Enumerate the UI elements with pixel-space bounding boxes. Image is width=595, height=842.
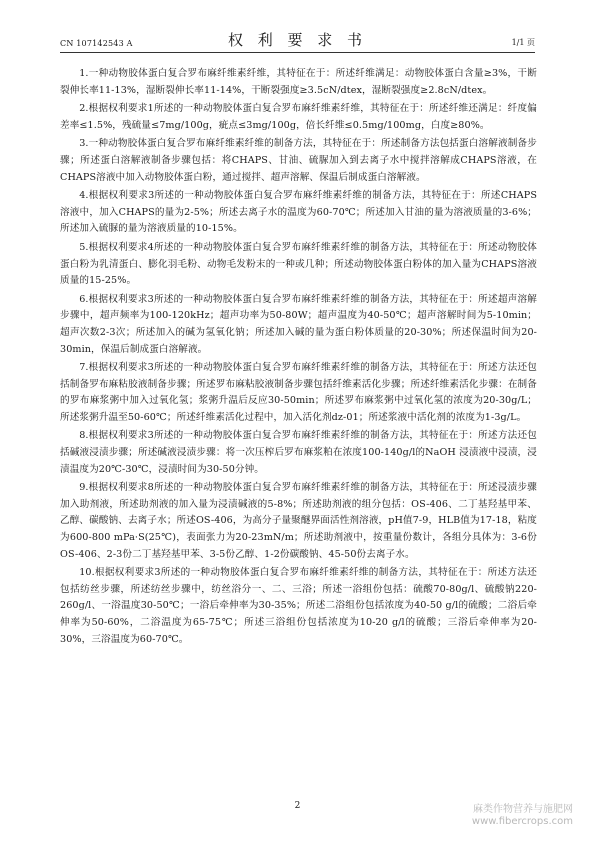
page-number: 2 — [294, 801, 301, 811]
claim-10: 10.根据权利要求3所述的一种动物胶体蛋白复合罗布麻纤维素纤维的制备方法，其特征在于：所述方法还包括纺丝步骤，所述纺丝步骤中，纺丝浴分一、二、三浴；所述一浴组份包括：硫酸70-80g/l、硫酸钠220-260g/l、一浴温度30-50℃；一浴后牵伸率为30-35%；所述二浴组份包括浓度为40-50 g/l的硫酸；二浴后牵伸率为50-60%，二浴温度为65-75℃；所述三浴组份包括浓度为10-20 g/l的硫酸；三浴后牵伸率为20-30%，三浴温度为60-70℃。 — [60, 567, 537, 645]
claim-7: 7.根据权利要求3所述的一种动物胶体蛋白复合罗布麻纤维素纤维的制备方法，其特征在于：所述方法还包括制备罗布麻粘胶液制备步骤；所述罗布麻粘胶液制备步骤包括纤维素活化步骤；所述纤维素活化步骤：在制备的罗布麻浆粥中加入过氧化氢；浆粥升温后反应30-50min；所述罗布麻浆粥中过氧化氢的浓度为20-30g/L；所述浆粥升温至50-60℃；所述纤维素活化过程中，加入活化剂dz-01；所述浆液中活化剂的浓度为1-3g/L。 — [60, 362, 537, 423]
claim-6: 6.根据权利要求3所述的一种动物胶体蛋白复合罗布麻纤维素纤维的制备方法，其特征在于：所述超声溶解步骤中，超声频率为100-120kHz；超声功率为50-80W；超声温度为40-50℃；超声溶解时间为5-10min；超声次数2-3次；所述加入的碱为氢氧化钠；所述加入碱的量为蛋白粉体质量的20-30%；所述保温时间为20-30min，保温后制成蛋白溶解液。 — [60, 293, 537, 355]
watermark — [433, 804, 573, 828]
page-header — [60, 30, 535, 53]
claim-3: 3.一种动物胶体蛋白复合罗布麻纤维素纤维的制备方法，其特征在于：所述制备方法包括蛋白溶解液制备步骤；所述蛋白溶解液制备步骤包括：将CHAPS、甘油、硫脲加入到去离子水中搅拌溶解成CHAPS溶液，在CHAPS溶液中加入动物胶体蛋白粉，通过搅拌、超声溶解、保温后制成蛋白溶解液。 — [60, 138, 537, 183]
claim-5: 5.根据权利要求4所述的一种动物胶体蛋白复合罗布麻纤维素纤维的制备方法，其特征在于：所述动物胶体蛋白粉为乳清蛋白、膨化羽毛粉、动物毛发粉末的一种或几种；所述动物胶体蛋白粉体的加入量为CHAPS溶液质量的15-25%。 — [60, 241, 537, 287]
claim-9: 9.根据权利要求8所述的一种动物胶体蛋白复合罗布麻纤维素纤维的制备方法，其特征在于：所述浸渍步骤加入助剂液，所述助剂液的加入量为浸渍碱液的5-8%；所述助剂液的组分包括：OS-406、二丁基羟基甲苯、乙醇、碳酸钠、去离子水；所述OS-406，为高分子量聚醚界面活性剂溶液，pH值7-9，HLB值为17-18，粘度为600-800 mPa·S(25℃)，表面张力为20-23mN/m；所述助剂液中，按重量份数计，各组分具体为：3-6份OS-406、2-3份二丁基羟基甲苯、3-5份乙醇、1-2份碳酸钠、45-50份去离子水。 — [60, 482, 537, 560]
watermark-site-name: 麻类作物营养与施肥网 — [473, 804, 573, 815]
document-number: CN 107142543 A — [60, 39, 133, 48]
watermark-url: www.fibercrops.com — [471, 816, 573, 827]
claim-4: 4.根据权利要求3所述的一种动物胶体蛋白复合罗布麻纤维素纤维的制备方法，其特征在于：所述CHAPS溶液中，加入CHAPS的量为2-5%；所述去离子水的温度为60-70℃；所述加入甘油的量为溶液质量的3-6%；所述加入硫脲的量为溶液质量的10-15%。 — [60, 190, 537, 235]
claim-8: 8.根据权利要求3所述的一种动物胶体蛋白复合罗布麻纤维素纤维的制备方法，其特征在于：所述方法还包括碱液浸渍步骤；所述碱液浸渍步骤：将一次压榨后罗布麻浆粕在浓度100-140g/l的NaOH 浸渍液中浸渍，浸渍温度为20℃-30℃，浸渍时间为30-50分钟。 — [60, 430, 537, 475]
claim-2: 2.根据权利要求1所述的一种动物胶体蛋白复合罗布麻纤维素纤维，其特征在于：所述纤维还满足：纤度偏差率≤1.5%，残硫量≤7mg/100g，疵点≤3mg/100g，倍长纤维≤0.5mg/100mg，白度≥80%。 — [60, 103, 537, 131]
document-title: 权 利 要 求 书 — [227, 31, 368, 49]
page-indicator: 1/1 页 — [511, 38, 535, 47]
claims-body — [60, 66, 537, 650]
claim-1: 1.一种动物胶体蛋白复合罗布麻纤维素纤维，其特征在于：所述纤维满足：动物胶体蛋白含量≥3%，干断裂伸长率11-13%，湿断裂伸长率11-14%，干断裂强度≥3.5cN/dtex，湿断裂强度≥2.8cN/dtex。 — [60, 68, 537, 96]
